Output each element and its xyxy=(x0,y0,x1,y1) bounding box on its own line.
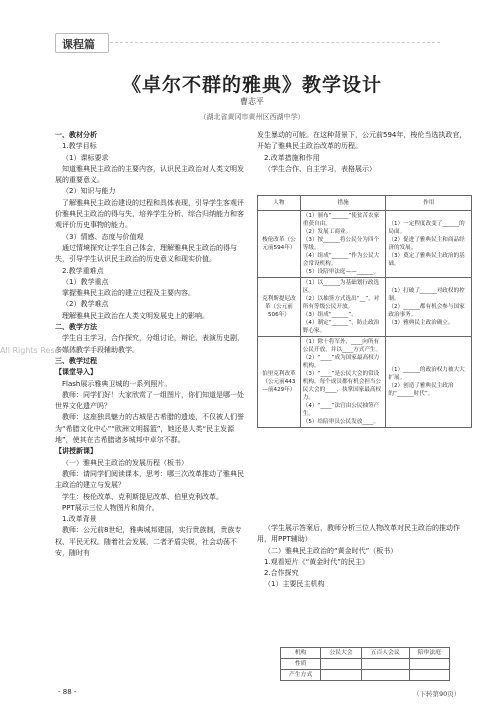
cell-person: 克利斯提尼改革（公元前506年） xyxy=(258,278,301,337)
paragraph: 三、教学过程 xyxy=(55,356,97,365)
watermark: All Rights Reserved. xyxy=(0,346,81,355)
table-header-cell: 陪审法庭 xyxy=(409,648,449,659)
paragraph: （学生展示答案后，教师分析三位人物改革对民主政治的推动作用，用PPT辅助） xyxy=(257,524,460,544)
paragraph: 知道雅典民主政治的主要内容，认识民主政治对人类文明发展的重要意义。 xyxy=(55,164,244,185)
cell-person: 梭伦改革（公元前594年） xyxy=(258,211,301,278)
paragraph: 发生暴动的可能。在这种背景下，公元前594年，梭伦当选执政官，开始了雅典民主政治改革的历程。 xyxy=(257,131,467,151)
cell-measures: （1）颁布“______”使贫苦农家重获自由。 （2）发展工商业。 （3）按______将公民分为四个等级。 （4）组成“______”作为公民大会常设机构。 （5）设陪审法庭——______。 xyxy=(300,211,386,278)
table-cell xyxy=(361,659,409,670)
paragraph: 了解雅典民主政治建设的过程和具体表现，引导学生客观评价雅典民主政治的得与失，培养学生分析、综合归纳能力和客观评价历史事物的能力。 xyxy=(55,198,244,230)
paragraph: 学生：梭伦改革、克利斯提尼改革、伯里克利改革。 xyxy=(62,492,223,501)
cell-effects: （1）打破了______对政权的控制。 （2）______都有机会参与国家政治事务。 （3）雅典民主政治确立。 xyxy=(386,278,472,337)
table-cell xyxy=(321,670,361,681)
article-title: 《卓尔不群的雅典》教学设计 xyxy=(121,74,382,96)
paragraph: 2.教学重难点 xyxy=(62,266,104,275)
page-number: - 88 - xyxy=(58,688,77,696)
table-row xyxy=(258,337,472,428)
author: 曹志平 xyxy=(240,97,264,106)
reform-table xyxy=(257,195,472,428)
table-header-person: 人物 xyxy=(258,196,301,211)
table-row xyxy=(281,659,450,670)
right-column-bottom xyxy=(257,523,472,591)
table-row xyxy=(258,278,472,337)
cell-person: 伯里克利改革（公元前443—前429年） xyxy=(258,337,301,428)
right-column-top xyxy=(257,130,472,175)
paragraph: 教师：这座独具魅力的古城是古希腊的遗迹，不仅被人们誉为“希腊文化中心”“欧洲文明摇篮”，她还是人类“民主发源地”，使其在古希腊诸多城邦中卓尔不群。 xyxy=(55,413,244,445)
paragraph: 教师：同学们好！大家欣赏了一组图片，你们知道是哪一处世界文化遗产吗？ xyxy=(55,390,244,411)
paragraph: （一）雅典民主政治的发展历程（板书） xyxy=(62,458,188,467)
table-cell xyxy=(361,670,409,681)
table-cell: 产生方式 xyxy=(281,670,321,681)
table-header-cell: 公民大会 xyxy=(321,648,361,659)
paragraph: 1.改革背景 xyxy=(62,515,97,524)
paragraph: 通过情境探究让学生自己体会，理解雅典民主政治的得与失，引导学生认识民主政治的历史意义和现实价值。 xyxy=(55,243,237,264)
paragraph: 【课堂导入】 xyxy=(55,368,97,377)
paragraph: 1.教学目标 xyxy=(62,142,97,151)
paragraph: （2）教学难点 xyxy=(62,300,109,309)
left-column xyxy=(55,130,250,559)
paragraph: 2.改革措施和作用 xyxy=(264,153,320,162)
paragraph: （2）知识与能力 xyxy=(62,187,116,196)
paragraph: 学生自主学习，合作探究，分组讨论，辩论，表演历史剧，多媒体教学手段辅助教学。 xyxy=(55,334,244,354)
table-header-effects: 作用 xyxy=(386,196,472,211)
paragraph: 2.合作探究 xyxy=(264,569,299,578)
table-header-cell: 五百人会议 xyxy=(361,648,409,659)
table-row xyxy=(281,670,450,681)
paragraph: 1.观看短片《“黄金时代”的民主》 xyxy=(264,557,369,566)
table-cell xyxy=(409,670,449,681)
paragraph: （3）情感、态度与价值观 xyxy=(62,232,144,241)
paragraph: （1）主要民主机构 xyxy=(264,580,325,589)
header-rule xyxy=(110,42,440,43)
table-header-measures: 措施 xyxy=(300,196,386,211)
table-cell xyxy=(321,659,361,670)
paragraph: 二、教学方法 xyxy=(55,323,97,332)
paragraph: 掌握雅典民主政治的建立过程及主要内容。 xyxy=(62,289,195,298)
continued-note: （下转第90页） xyxy=(413,690,461,698)
paragraph: 理解雅典民主政治在人类文明发展史上的影响。 xyxy=(62,311,209,320)
table-row xyxy=(258,211,472,278)
table-cell: 性质 xyxy=(281,659,321,670)
cell-effects: （1）一定程度改变了______的局面。 （2）促进了雅典民主和商品经济的发展。 （3）奠定了雅典民主政治的基础。 xyxy=(386,211,472,278)
table-cell xyxy=(409,659,449,670)
affiliation: （湖北省黄冈市黄州区西湖中学） xyxy=(199,113,305,121)
section-label: 课程篇 xyxy=(62,38,95,51)
institution-table xyxy=(280,647,450,681)
paragraph: PPT展示三位人物图片和简介。 xyxy=(62,503,159,512)
paragraph: 一、教材分析 xyxy=(55,131,97,139)
cell-measures: （1）以______为基础划行政选区。 （2）以抽签方式选出“__”。对所有等级公民开放。 （3）组成“______”。 （4）制定“______”，防止政治野心家。 xyxy=(300,278,386,337)
paragraph: 教师：公元前8世纪，雅典城邦建国，实行贵族制，贵族专权、平民无权。随着社会发展，二者矛盾尖锐，社会动荡不安，随时有 xyxy=(55,526,242,557)
paragraph: （1）课标要求 xyxy=(62,153,109,162)
paragraph: 教师：请同学们阅读课本，思考：哪三次改革推动了雅典民主政治的建立与发展？ xyxy=(55,469,244,490)
paragraph: （学生合作、自主学习，表格展示） xyxy=(264,164,376,173)
paragraph: Flash展示雅典卫城的一系列照片。 xyxy=(62,379,172,388)
paragraph: 【讲授新课】 xyxy=(55,447,97,456)
paragraph: （1）教学重点 xyxy=(62,277,109,286)
cell-measures: （1）除十将军外，____向所有公民开放，并以____方式产生。 （2）“____”成为国家最高权力机构。 （3）“____”是公民大会的常设机构，每个成员都有机会担当公民大会的____，执掌国家最高权力。 （4）“____”法官由公民抽签产生。 （5）给陪审员公民发放____。 xyxy=(300,337,386,428)
table-header-cell: 机构 xyxy=(281,648,321,659)
cell-effects: （1）______的政治权力被大大扩展。 （2）创造了雅典民主政治的“______时代”。 xyxy=(386,337,472,428)
paragraph: （二）雅典民主政治的“黄金时代”（板书） xyxy=(264,546,398,555)
